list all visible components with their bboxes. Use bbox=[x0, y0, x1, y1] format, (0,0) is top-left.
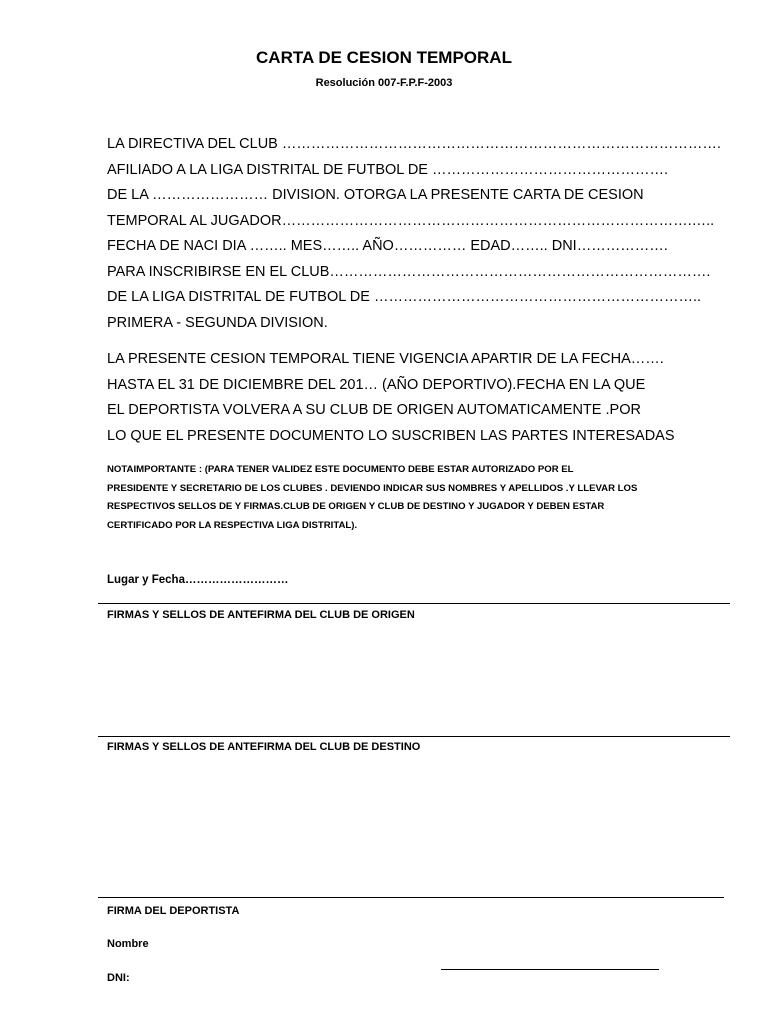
paragraph-line: DE LA …………………… DIVISION. OTORGA LA PRESENTE CARTA DE CESION bbox=[107, 187, 644, 203]
paragraph-line: FECHA DE NACI DIA …….. MES…….. AÑO…………… EDAD…….. DNI………………. bbox=[107, 238, 668, 254]
paragraph-line: HASTA EL 31 DE DICIEMBRE DEL 201… (AÑO DEPORTIVO).FECHA EN LA QUE bbox=[107, 376, 646, 393]
divider-line bbox=[98, 897, 724, 898]
note-line: RESPECTIVOS SELLOS DE Y FIRMAS.CLUB DE ORIGEN Y CLUB DE DESTINO Y JUGADOR Y DEBEN ESTAR bbox=[107, 501, 605, 512]
destination-club-signature-label: FIRMAS Y SELLOS DE ANTEFIRMA DEL CLUB DE DESTINO bbox=[107, 741, 421, 753]
paragraph-line: LA PRESENTE CESION TEMPORAL TIENE VIGENCIA APARTIR DE LA FECHA……. bbox=[107, 351, 664, 367]
athlete-signature-label: FIRMA DEL DEPORTISTA bbox=[107, 905, 240, 917]
divider-line bbox=[98, 736, 730, 737]
name-label: Nombre bbox=[107, 938, 149, 950]
validity-paragraph bbox=[107, 347, 707, 449]
paragraph-line: LA DIRECTIVA DEL CLUB ………………………………………………………………………………. bbox=[107, 136, 721, 152]
paragraph-line: TEMPORAL AL JUGADOR………………………………………………………………………….….. bbox=[107, 212, 715, 229]
divider-line bbox=[98, 603, 730, 604]
signature-line bbox=[441, 969, 659, 970]
origin-club-signature-label: FIRMAS Y SELLOS DE ANTEFIRMA DEL CLUB DE ORIGEN bbox=[107, 609, 415, 621]
paragraph-line: DE LA LIGA DISTRITAL DE FUTBOL DE ………………………………………………………….. bbox=[107, 289, 702, 305]
document-subtitle: Resolución 007-F.P.F-2003 bbox=[315, 77, 453, 89]
paragraph-line: PARA INSCRIBIRSE EN EL CLUB……………………………………………………………………. bbox=[107, 263, 711, 280]
note-line: NOTAIMPORTANTE : (PARA TENER VALIDEZ ESTE DOCUMENTO DEBE ESTAR AUTORIZADO POR EL bbox=[107, 464, 574, 475]
paragraph-line: AFILIADO A LA LIGA DISTRITAL DE FUTBOL DE …………………………………………. bbox=[107, 161, 669, 178]
place-date-field: Lugar y Fecha……………………… bbox=[107, 574, 289, 586]
note-line: CERTIFICADO POR LA RESPECTIVA LIGA DISTRITAL). bbox=[107, 519, 358, 531]
paragraph-line: EL DEPORTISTA VOLVERA A SU CLUB DE ORIGEN AUTOMATICAMENTE .POR bbox=[107, 402, 641, 418]
note-line: PRESIDENTE Y SECRETARIO DE LOS CLUBES . DEVIENDO INDICAR SUS NOMBRES Y APELLIDOS .Y LLEVAR LOS bbox=[107, 482, 638, 494]
cession-paragraph bbox=[107, 132, 721, 336]
paragraph-line: PRIMERA - SEGUNDA DIVISION. bbox=[107, 314, 328, 331]
document-title: CARTA DE CESION TEMPORAL bbox=[256, 48, 512, 67]
important-note bbox=[107, 461, 667, 535]
dni-label: DNI: bbox=[107, 972, 130, 984]
paragraph-line: LO QUE EL PRESENTE DOCUMENTO LO SUSCRIBEN LAS PARTES INTERESADAS bbox=[107, 427, 675, 444]
